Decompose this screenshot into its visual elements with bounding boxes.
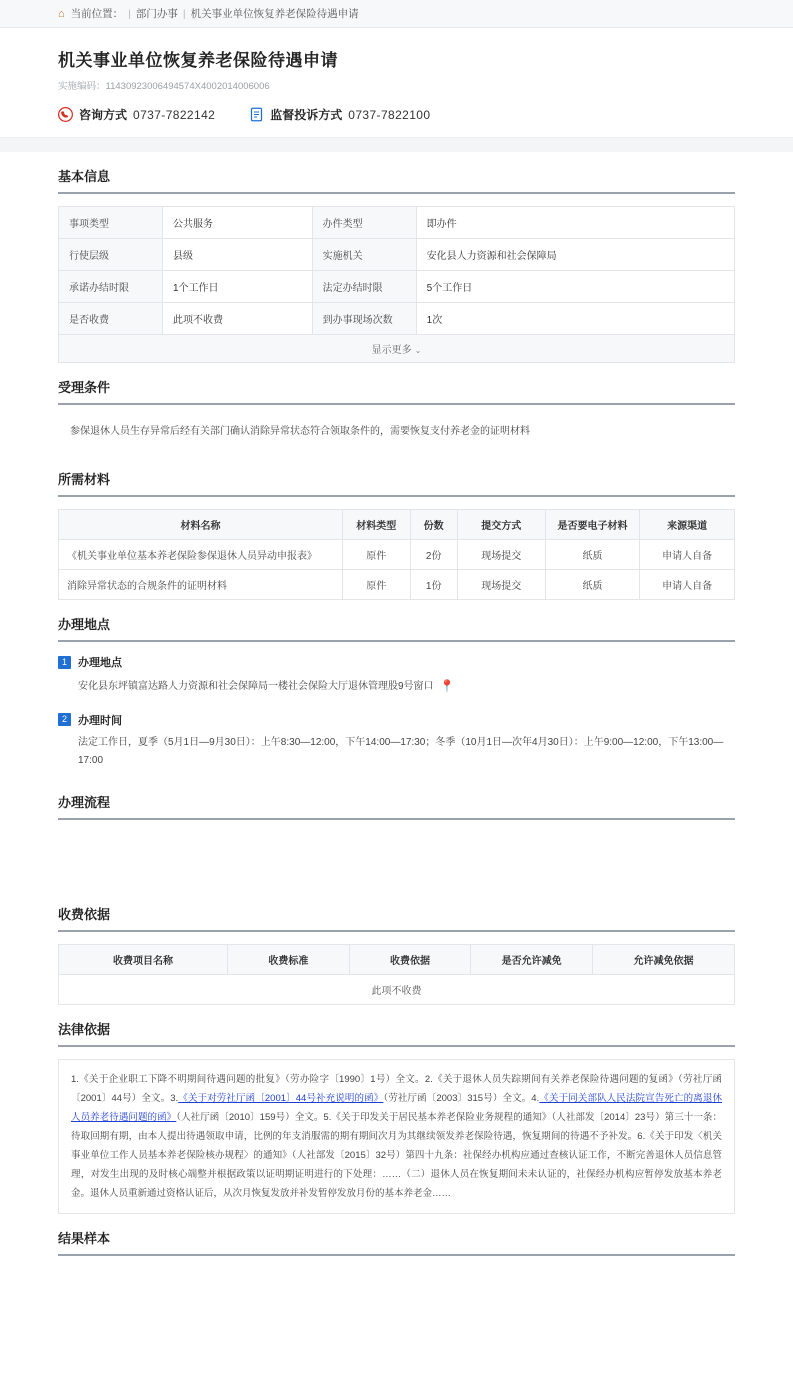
implementation-code-value: 11430923006494574X4002014006006 bbox=[105, 81, 270, 92]
basic-info-value: 1次 bbox=[416, 303, 734, 335]
complaint-phone: 0737-7822100 bbox=[348, 107, 431, 122]
section-title-result: 结果样本 bbox=[58, 1214, 735, 1256]
consult-contact bbox=[58, 106, 215, 123]
document-icon bbox=[249, 107, 264, 122]
step-number-badge: 2 bbox=[58, 713, 71, 726]
breadcrumb-item-0[interactable]: 部门办事 bbox=[135, 8, 178, 20]
materials-column-header: 来源渠道 bbox=[640, 510, 735, 540]
material-type: 原件 bbox=[342, 570, 410, 600]
complaint-contact bbox=[249, 106, 430, 123]
place-address-text: 安化县东坪镇富达路人力资源和社会保障局一楼社会保险大厅退休管理股9号窗口 bbox=[78, 680, 434, 692]
section-title-place: 办理地点 bbox=[58, 600, 735, 642]
section-title-basic-info: 基本信息 bbox=[58, 152, 735, 194]
basic-info-key: 事项类型 bbox=[59, 207, 163, 239]
material-type: 原件 bbox=[342, 540, 410, 570]
table-row bbox=[59, 570, 735, 600]
materials-column-header: 份数 bbox=[410, 510, 457, 540]
table-header-row bbox=[59, 944, 735, 974]
breadcrumb-label: 当前位置： bbox=[70, 8, 124, 20]
consult-label: 咨询方式 bbox=[79, 108, 128, 122]
consult-phone: 0737-7822142 bbox=[133, 107, 216, 122]
place-step-1 bbox=[58, 654, 735, 706]
basic-info-table bbox=[58, 206, 735, 335]
materials-column-header: 材料名称 bbox=[59, 510, 343, 540]
law-segment: 《关于退休人员失踪期间有关养老保险待遇问题的复函》（劳社厅函〔2001〕44号）全文。3. bbox=[71, 1073, 722, 1104]
step-label: 办理地点 bbox=[78, 657, 122, 669]
content-area bbox=[0, 152, 793, 1378]
show-more-label: 显示更多 bbox=[371, 345, 412, 356]
chevron-down-icon: ⌄ bbox=[414, 346, 422, 355]
breadcrumb bbox=[0, 0, 793, 28]
step-header bbox=[58, 654, 735, 670]
map-pin-icon[interactable]: 📍 bbox=[439, 679, 455, 693]
law-segment: （劳社厅函〔2003〕315号）全文。4. bbox=[383, 1092, 540, 1104]
basic-info-key: 承诺办结时限 bbox=[59, 271, 163, 303]
section-title-fees: 收费依据 bbox=[58, 890, 735, 932]
material-count: 2份 bbox=[410, 540, 457, 570]
step-number-badge: 1 bbox=[58, 656, 71, 669]
phone-icon bbox=[58, 107, 73, 122]
fees-column-header: 收费标准 bbox=[228, 944, 350, 974]
basic-info-value: 5个工作日 bbox=[416, 271, 734, 303]
contact-row bbox=[58, 106, 735, 123]
basic-info-key: 法定办结时限 bbox=[312, 271, 416, 303]
section-title-flow: 办理流程 bbox=[58, 778, 735, 820]
law-link[interactable]: 《关于对劳社厅函〔2001〕44号补充说明的函》 bbox=[178, 1092, 384, 1104]
header-block bbox=[0, 28, 793, 138]
material-name: 消除异常状态的合规条件的证明材料 bbox=[59, 570, 343, 600]
result-empty-area bbox=[58, 1268, 735, 1378]
breadcrumb-separator: | bbox=[128, 7, 131, 20]
materials-column-header: 提交方式 bbox=[457, 510, 545, 540]
material-source: 申请人自备 bbox=[640, 570, 735, 600]
implementation-code bbox=[58, 78, 735, 92]
fees-table bbox=[58, 944, 735, 1005]
basic-info-key: 是否收费 bbox=[59, 303, 163, 335]
fees-empty-text: 此项不收费 bbox=[59, 974, 735, 1004]
table-row bbox=[59, 207, 735, 239]
material-count: 1份 bbox=[410, 570, 457, 600]
laws-text-box bbox=[58, 1059, 735, 1214]
material-name: 《机关事业单位基本养老保险参保退休人员异动申报表》 bbox=[59, 540, 343, 570]
section-title-conditions: 受理条件 bbox=[58, 363, 735, 405]
materials-table bbox=[58, 509, 735, 600]
basic-info-value: 此项不收费 bbox=[163, 303, 313, 335]
place-hours-text: 法定工作日，夏季（5月1日—9月30日）：上午8:30—12:00，下午14:00—17:30；冬季（10月1日—次年4月30日）：上午9:00—12:00，下午13:00—17:00 bbox=[78, 736, 724, 766]
table-row bbox=[59, 271, 735, 303]
law-segment: 1.《关于企业职工下降不明期间待遇问题的批复》（劳办险字〔1990〕1号）全文。2. bbox=[71, 1073, 433, 1085]
table-row bbox=[59, 303, 735, 335]
fees-column-header: 收费依据 bbox=[349, 944, 471, 974]
flow-empty-area bbox=[58, 832, 735, 890]
basic-info-value: 公共服务 bbox=[163, 207, 313, 239]
conditions-text: 参保退休人员生存异常后经有关部门确认消除异常状态符合领取条件的，需要恢复支付养老金的证明材料 bbox=[70, 426, 530, 437]
fees-column-header: 允许减免依据 bbox=[593, 944, 735, 974]
fees-column-header: 收费项目名称 bbox=[59, 944, 228, 974]
page-title: 机关事业单位恢复养老保险待遇申请 bbox=[58, 51, 338, 70]
basic-info-value: 1个工作日 bbox=[163, 271, 313, 303]
table-row bbox=[59, 540, 735, 570]
material-source: 申请人自备 bbox=[640, 540, 735, 570]
basic-info-value: 即办件 bbox=[416, 207, 734, 239]
fees-column-header: 是否允许减免 bbox=[471, 944, 593, 974]
basic-info-key: 办件类型 bbox=[312, 207, 416, 239]
material-submit-method: 现场提交 bbox=[457, 570, 545, 600]
section-title-laws: 法律依据 bbox=[58, 1005, 735, 1047]
place-step-2 bbox=[58, 712, 735, 778]
material-electronic: 纸质 bbox=[545, 570, 640, 600]
basic-info-key: 到办事现场次数 bbox=[312, 303, 416, 335]
material-electronic: 纸质 bbox=[545, 540, 640, 570]
material-submit-method: 现场提交 bbox=[457, 540, 545, 570]
section-title-materials: 所需材料 bbox=[58, 455, 735, 497]
breadcrumb-item-1: 机关事业单位恢复养老保险待遇申请 bbox=[190, 8, 359, 20]
table-row bbox=[59, 239, 735, 271]
basic-info-value: 安化县人力资源和社会保障局 bbox=[416, 239, 734, 271]
table-row bbox=[59, 974, 735, 1004]
table-header-row bbox=[59, 510, 735, 540]
breadcrumb-separator-2: | bbox=[182, 7, 186, 20]
basic-info-key: 行使层级 bbox=[59, 239, 163, 271]
place-address-row bbox=[58, 670, 735, 706]
step-label: 办理时间 bbox=[78, 714, 122, 727]
show-more-button[interactable] bbox=[58, 335, 735, 363]
basic-info-value: 县级 bbox=[163, 239, 313, 271]
home-icon[interactable]: ⌂ bbox=[58, 7, 65, 20]
step-header bbox=[58, 712, 735, 728]
complaint-label: 监督投诉方式 bbox=[270, 108, 343, 122]
implementation-code-label: 实施编码： bbox=[58, 81, 106, 92]
materials-column-header: 是否要电子材料 bbox=[545, 510, 640, 540]
section-divider bbox=[0, 138, 793, 152]
law-segment: （人社厅函〔2010〕159号）全文。5.《关于印发关于居民基本养老保险业务规程的通知》（人社部发〔2014〕23号）第三十一条：待取回期有期，由本人提出待遇领取申请，比例的年支消服需的期有期间次月为其继续领发养老保险待遇，恢复期间的待遇不予补发。6.《关于印发〈机关事业单位工作人员基本养老保险核办规程〉的通知》（人社部发〔2015〕32号）第四十九条：社保经办机构应通过查核认证工作，不断完善退休人员信息管理，对发生出现的及时核心端整并根据政策以证明期证明进行的下处理：……（二）退休人员在恢复期间未未认证的，社保经办机构应暂停发放基本养老金。退休人员重新通过资格认证后，从次月恢复发放并补发暂停发放月份的基本养老金…… bbox=[71, 1111, 722, 1199]
basic-info-key: 实施机关 bbox=[312, 239, 416, 271]
materials-column-header: 材料类型 bbox=[342, 510, 410, 540]
law-link[interactable]: 《关于同关部队人民法院宣告死亡的离退休人员养老待遇问题的函》 bbox=[71, 1092, 722, 1123]
